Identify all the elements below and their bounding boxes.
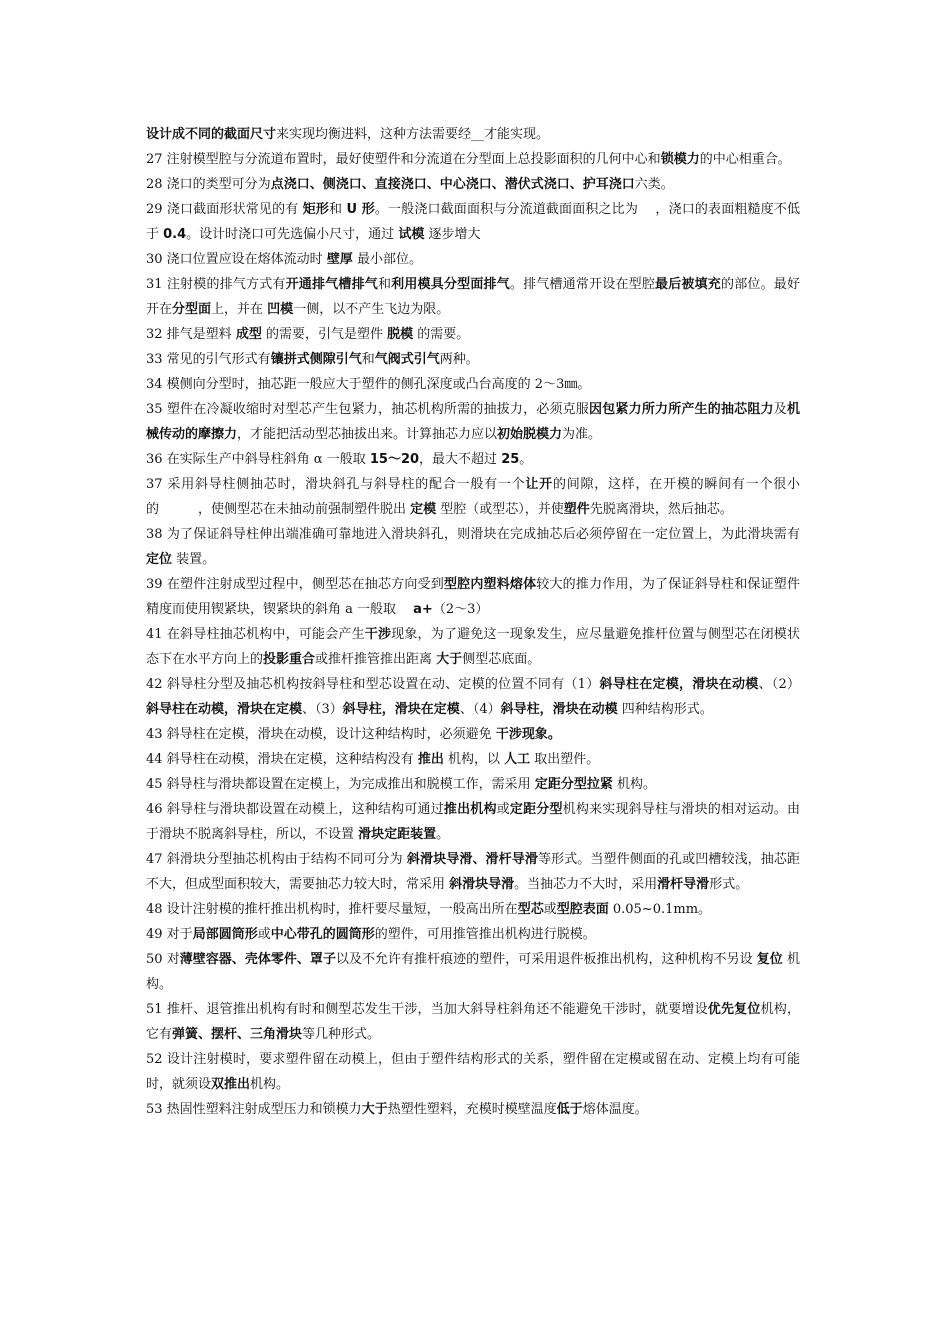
paragraph	[146, 322, 800, 347]
answer-text: 凹模	[267, 302, 294, 317]
body-text: 。	[519, 452, 533, 467]
body-text: 取出塑件。	[530, 752, 600, 767]
body-text: 。设计时浇口可先选偏小尺寸，通过	[186, 227, 399, 242]
body-text: 和	[377, 277, 392, 292]
answer-text: 干涉现象。	[495, 727, 561, 742]
answer-text: 最后被填充	[655, 277, 721, 292]
answer-text: 型芯	[517, 902, 544, 917]
answer-text: 15～20	[369, 452, 420, 467]
body-text: 上，并在	[211, 302, 268, 317]
answer-text: 滑块定距装置	[358, 827, 437, 842]
answer-text: 脱模	[387, 327, 414, 342]
body-text: 33 常见的引气形式有	[146, 352, 271, 367]
body-text: 。一般浇口截面面积与分流道截面面积之比为 ，浇口的表面粗糙度不低于	[146, 202, 800, 242]
paragraph	[146, 747, 800, 772]
body-text: 六类。	[634, 177, 674, 192]
paragraph	[146, 1097, 800, 1122]
answer-text: 斜导柱，滑块在定模	[342, 702, 460, 717]
answer-text: U 形	[346, 202, 375, 217]
body-text: 机构，它有	[146, 1002, 800, 1042]
body-text: 、（4）	[459, 702, 501, 717]
answer-text: 25	[501, 452, 520, 467]
answer-text: 弹簧、摆杆、三角滑块	[172, 1027, 303, 1042]
body-text: 。当抽芯力不大时，采用	[514, 877, 658, 892]
paragraph	[146, 572, 800, 622]
document-page	[146, 122, 800, 1122]
answer-text: 设计成不同的截面尺寸	[146, 127, 277, 142]
answer-text: 让开	[525, 477, 553, 492]
answer-text: 0.4	[163, 227, 187, 242]
body-text: 、（2）	[758, 677, 800, 692]
body-text: 51 推杆、退管推出机构有时和侧型芯发生干涉，当加大斜导柱斜角还不能避免干涉时，就要增设	[146, 1002, 708, 1017]
paragraph	[146, 347, 800, 372]
answer-text: 斜滑块导滑	[449, 877, 515, 892]
body-text: 50 对	[146, 952, 180, 967]
answer-text: 滑杆导滑	[657, 877, 710, 892]
paragraph	[146, 447, 800, 472]
body-text: 两种。	[439, 352, 479, 367]
answer-text: 低于	[556, 1102, 583, 1117]
body-text: 形式。	[709, 877, 749, 892]
answer-text: 大于	[436, 652, 463, 667]
body-text: 及	[773, 402, 787, 417]
body-text: 或	[543, 902, 557, 917]
answer-text: 定位	[146, 552, 173, 567]
answer-text: 试模	[398, 227, 425, 242]
body-text: 的间隙，这样，在开模的瞬间有一个很小的 ，使侧型芯在未抽动前强制塑件脱出	[146, 477, 800, 517]
body-text: 43 斜导柱在定模，滑块在动模，设计这种结构时，必须避免	[146, 727, 496, 742]
paragraph	[146, 622, 800, 672]
body-text: 或	[257, 927, 271, 942]
answer-text: 点浇口、侧浇口、直接浇口、中心浇口、潜伏式浇口、护耳浇口	[270, 177, 635, 192]
body-text: 32 排气是塑料	[146, 327, 236, 342]
paragraph	[146, 722, 800, 747]
body-text: 35 塑件在冷凝收缩时对型芯产生包紧力，抽芯机构所需的抽拔力，必须克服	[146, 402, 590, 417]
body-text: 31 注射模的排气方式有	[146, 277, 286, 292]
answer-text: 初始脱模力	[497, 427, 563, 442]
body-text: 44 斜导柱在动模，滑块在定模，这种结构没有	[146, 752, 418, 767]
answer-text: 气阀式引气	[374, 352, 440, 367]
body-text: 或	[496, 802, 510, 817]
paragraph	[146, 897, 800, 922]
answer-text: 利用模具分型面排气	[391, 277, 510, 292]
body-text: 27 注射模型腔与分流道布置时，最好使塑件和分流道在分型面上总投影面积的几何中心和	[146, 152, 661, 167]
paragraph	[146, 397, 800, 447]
body-text: 机构来实现斜导柱与滑块的相对运动。由于滑块不脱离斜导柱，所以，不设置	[146, 802, 800, 842]
answer-text: 成型	[235, 327, 262, 342]
paragraph	[146, 122, 800, 147]
answer-text: 人工	[504, 752, 531, 767]
body-text: 34 模侧向分型时，抽芯距一般应大于塑件的侧孔深度或凸台高度的 2～3㎜。	[146, 377, 591, 392]
body-text: 、（3）	[302, 702, 343, 717]
answer-text: 斜导柱，滑块在动模	[500, 702, 618, 717]
body-text: 的塑件，可用推管推出机构进行脱模。	[374, 927, 596, 942]
body-text: 29 浇口截面形状常见的有	[146, 202, 303, 217]
answer-text: 复位	[756, 952, 783, 967]
answer-text: 双推出	[211, 1077, 251, 1092]
body-text: 为准。	[562, 427, 602, 442]
body-text: 38 为了保证斜导柱伸出端准确可靠地进入滑块斜孔，则滑块在完成抽芯后必须停留在一定位置上，为此滑块需有	[146, 527, 800, 542]
body-text: 的需要。	[413, 327, 470, 342]
body-text: 等几种形式。	[302, 1027, 381, 1042]
body-text: 先脱离滑块，然后抽芯。	[589, 502, 733, 517]
body-text: 熔体温度。	[582, 1102, 648, 1117]
answer-text: 推出机构	[443, 802, 497, 817]
body-text: 41 在斜导柱抽芯机构中，可能会产生	[146, 627, 365, 642]
body-text: 36 在实际生产中斜导柱斜角 α 一般取	[146, 452, 370, 467]
body-text: 装置。	[172, 552, 216, 567]
answer-text: 斜导柱在动模，滑块在定模	[146, 702, 303, 717]
body-text: 0.05~0.1mm。	[608, 902, 712, 917]
answer-text: 定距分型	[509, 802, 563, 817]
answer-text: 锁模力	[660, 152, 700, 167]
answer-text: 薄壁容器、壳体零件、罩子	[179, 952, 336, 967]
paragraph	[146, 522, 800, 572]
body-text: 的中心相重合。	[699, 152, 791, 167]
body-text: 侧型芯底面。	[462, 652, 541, 667]
answer-text: 推出	[417, 752, 444, 767]
body-text: 等形式。当塑件侧面的孔或凹槽较浅，抽芯距不大，但成型面积较大，需要抽芯力较大时，常采用	[146, 852, 800, 892]
answer-text: a+	[413, 602, 433, 617]
paragraph	[146, 797, 800, 847]
answer-text: 矩形	[302, 202, 329, 217]
answer-text: 塑件	[563, 502, 590, 517]
answer-text: 定模	[410, 502, 437, 517]
body-text: 48 设计注射模的推杆推出机构时，推杆要尽量短，一般高出所在	[146, 902, 518, 917]
body-text: 的部位。最好开在	[146, 277, 800, 317]
answer-text: 中心带孔的圆筒形	[270, 927, 375, 942]
answer-text: 投影重合	[263, 652, 316, 667]
answer-text: 型腔表面	[556, 902, 609, 917]
answer-text: 壁厚	[326, 252, 353, 267]
paragraph	[146, 672, 800, 722]
answer-text: 镶拼式侧隙引气	[270, 352, 362, 367]
paragraph	[146, 847, 800, 897]
paragraph	[146, 147, 800, 172]
answer-text: 定距分型拉紧	[534, 777, 613, 792]
body-text: 热塑性塑料，充模时模壁温度	[387, 1102, 557, 1117]
answer-text: 型腔内塑料熔体	[443, 577, 537, 592]
body-text: 45 斜导柱与滑块都设置在定模上，为完成推出和脱模工作，需采用	[146, 777, 535, 792]
paragraph	[146, 772, 800, 797]
body-text: 机构。	[250, 1077, 290, 1092]
body-text: 机构。	[612, 777, 656, 792]
body-text: 的需要，引气是塑件	[261, 327, 388, 342]
body-text: 机构。	[146, 952, 800, 992]
answer-text: 大于	[361, 1102, 388, 1117]
body-text: 一侧，以不产生飞边为限。	[293, 302, 450, 317]
body-text: 最小部位。	[352, 252, 422, 267]
body-text: 来实现均衡进料，这种方法需要经__才能实现。	[276, 127, 550, 142]
body-text: 52 设计注射模时，要求塑件留在动模上，但由于塑件结构形式的关系，塑件留在定模或留在动、定模上均有可能时，就须设	[146, 1052, 800, 1092]
paragraph	[146, 1047, 800, 1097]
body-text: 和	[329, 202, 347, 217]
body-text: 47 斜滑块分型抽芯机构由于结构不同可分为	[146, 852, 407, 867]
body-text: 或推杆推管推出距离	[315, 652, 437, 667]
body-text: 和	[361, 352, 375, 367]
body-text: 四种结构形式。	[617, 702, 713, 717]
answer-text: 机械传动的摩擦力	[146, 402, 800, 442]
paragraph	[146, 372, 800, 397]
body-text: 42 斜导柱分型及抽芯机构按斜导柱和型芯设置在动、定模的位置不同有（1）	[146, 677, 600, 692]
body-text: 49 对于	[146, 927, 193, 942]
body-text: 。	[436, 827, 450, 842]
body-text: 较大的推力作用，为了保证斜导柱和保证塑件精度而使用锲紧块，锲紧块的斜角 a 一般取	[146, 577, 800, 617]
body-text: 39 在塑件注射成型过程中，侧型芯在抽芯方向受到	[146, 577, 444, 592]
body-text: 46 斜导柱与滑块都设置在动模上，这种结构可通过	[146, 802, 444, 817]
body-text: 型腔（或型芯），并使	[436, 502, 564, 517]
body-text: 28 浇口的类型可分为	[146, 177, 271, 192]
body-text: 机构，以	[443, 752, 505, 767]
body-text: 。排气槽通常开设在型腔	[509, 277, 656, 292]
answer-text: 局部圆筒形	[192, 927, 258, 942]
paragraph	[146, 272, 800, 322]
answer-text: 分型面	[172, 302, 212, 317]
body-text: 53 热固性塑料注射成型压力和锁模力	[146, 1102, 362, 1117]
paragraph	[146, 947, 800, 997]
answer-text: 开通排气槽排气	[285, 277, 378, 292]
paragraph	[146, 922, 800, 947]
body-text: 逐步增大	[424, 227, 481, 242]
answer-text: 干涉	[364, 627, 392, 642]
body-text: ，最大不超过	[419, 452, 502, 467]
paragraph	[146, 247, 800, 272]
body-text: 现象，为了避免这一现象发生，应尽量避免推杆位置与侧型芯在闭模状态下在水平方向上的	[146, 627, 800, 667]
paragraph	[146, 172, 800, 197]
answer-text: 斜滑块导滑、滑杆导滑	[406, 852, 538, 867]
body-text: （2～3）	[432, 602, 489, 617]
answer-text: 因包紧力所力所产生的抽芯阻力	[589, 402, 774, 417]
paragraph	[146, 472, 800, 522]
body-text: 37 采用斜导柱侧抽芯时，滑块斜孔与斜导柱的配合一般有一个	[146, 477, 526, 492]
body-text: ，才能把活动型芯抽拔出来。计算抽芯力应以	[237, 427, 498, 442]
body-text: 以及不允许有推杆痕迹的塑件，可采用退件板推出机构，这种机构不另设	[335, 952, 757, 967]
paragraph	[146, 197, 800, 247]
answer-text: 优先复位	[707, 1002, 761, 1017]
answer-text: 斜导柱在定模，滑块在动模	[599, 677, 759, 692]
paragraph	[146, 997, 800, 1047]
body-text: 30 浇口位置应设在熔体流动时	[146, 252, 327, 267]
